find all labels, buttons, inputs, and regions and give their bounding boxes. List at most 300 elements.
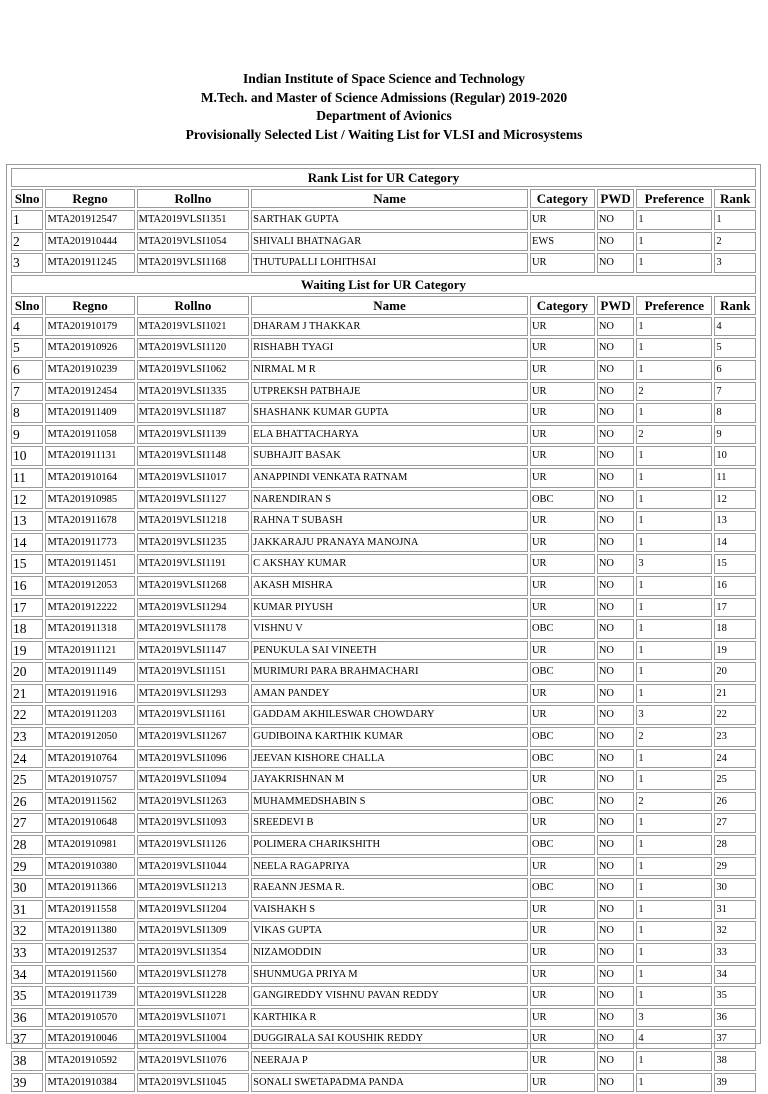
cell-category: UR	[530, 382, 595, 402]
cell-category: UR	[530, 770, 595, 790]
cell-slno: 4	[11, 317, 43, 337]
cell-regno: MTA201910764	[45, 749, 134, 769]
cell-rank: 26	[714, 792, 756, 812]
cell-rollno: MTA2019VLSI1094	[137, 770, 250, 790]
cell-rank: 25	[714, 770, 756, 790]
cell-preference: 1	[636, 943, 712, 963]
table-row	[11, 317, 756, 337]
cell-pwd: NO	[597, 1073, 635, 1093]
cell-rank: 27	[714, 813, 756, 833]
cell-preference: 3	[636, 705, 712, 725]
cell-rollno: MTA2019VLSI1263	[137, 792, 250, 812]
cell-preference: 1	[636, 986, 712, 1006]
cell-rollno: MTA2019VLSI1335	[137, 382, 250, 402]
cell-preference: 1	[636, 662, 712, 682]
cell-category: UR	[530, 317, 595, 337]
cell-pwd: NO	[597, 684, 635, 704]
cell-rank: 35	[714, 986, 756, 1006]
cell-preference: 1	[636, 232, 712, 252]
cell-rollno: MTA2019VLSI1021	[137, 317, 250, 337]
cell-preference: 1	[636, 468, 712, 488]
cell-category: UR	[530, 813, 595, 833]
column-header-slno: Slno	[11, 296, 43, 315]
table-row	[11, 878, 756, 898]
cell-name: MURIMURI PARA BRAHMACHARI	[251, 662, 528, 682]
cell-category: UR	[530, 360, 595, 380]
cell-name: SUBHAJIT BASAK	[251, 446, 528, 466]
table-row	[11, 684, 756, 704]
cell-pwd: NO	[597, 317, 635, 337]
cell-slno: 28	[11, 835, 43, 855]
table-row	[11, 1008, 756, 1028]
table-body	[11, 168, 756, 1092]
cell-regno: MTA201910444	[45, 232, 134, 252]
cell-slno: 35	[11, 986, 43, 1006]
cell-rank: 6	[714, 360, 756, 380]
cell-regno: MTA201911380	[45, 921, 134, 941]
cell-name: PENUKULA SAI VINEETH	[251, 641, 528, 661]
cell-rollno: MTA2019VLSI1045	[137, 1073, 250, 1093]
table-row	[11, 965, 756, 985]
cell-pwd: NO	[597, 425, 635, 445]
table-row	[11, 921, 756, 941]
cell-name: SONALI SWETAPADMA PANDA	[251, 1073, 528, 1093]
cell-preference: 1	[636, 749, 712, 769]
cell-regno: MTA201910164	[45, 468, 134, 488]
section-title-row	[11, 168, 756, 187]
table-row	[11, 749, 756, 769]
cell-name: AMAN PANDEY	[251, 684, 528, 704]
cell-slno: 14	[11, 533, 43, 553]
cell-rank: 32	[714, 921, 756, 941]
cell-regno: MTA201910179	[45, 317, 134, 337]
cell-regno: MTA201911678	[45, 511, 134, 531]
cell-preference: 1	[636, 813, 712, 833]
cell-name: SHASHANK KUMAR GUPTA	[251, 403, 528, 423]
cell-regno: MTA201911560	[45, 965, 134, 985]
table-row	[11, 770, 756, 790]
table-row	[11, 857, 756, 877]
cell-slno: 17	[11, 598, 43, 618]
cell-category: UR	[530, 598, 595, 618]
table-row	[11, 727, 756, 747]
table-row	[11, 446, 756, 466]
cell-pwd: NO	[597, 878, 635, 898]
table-row	[11, 835, 756, 855]
table-row	[11, 253, 756, 273]
cell-name: THUTUPALLI LOHITHSAI	[251, 253, 528, 273]
cell-category: UR	[530, 338, 595, 358]
cell-rank: 34	[714, 965, 756, 985]
cell-category: UR	[530, 533, 595, 553]
cell-category: UR	[530, 684, 595, 704]
cell-regno: MTA201912537	[45, 943, 134, 963]
cell-slno: 31	[11, 900, 43, 920]
cell-rollno: MTA2019VLSI1204	[137, 900, 250, 920]
cell-regno: MTA201910926	[45, 338, 134, 358]
cell-name: GADDAM AKHILESWAR CHOWDARY	[251, 705, 528, 725]
cell-category: OBC	[530, 619, 595, 639]
cell-pwd: NO	[597, 338, 635, 358]
cell-rank: 9	[714, 425, 756, 445]
cell-pwd: NO	[597, 986, 635, 1006]
cell-regno: MTA201912222	[45, 598, 134, 618]
cell-name: RAEANN JESMA R.	[251, 878, 528, 898]
cell-category: UR	[530, 511, 595, 531]
cell-name: JAYAKRISHNAN M	[251, 770, 528, 790]
cell-name: UTPREKSH PATBHAJE	[251, 382, 528, 402]
cell-rank: 37	[714, 1029, 756, 1049]
cell-regno: MTA201911318	[45, 619, 134, 639]
cell-category: UR	[530, 425, 595, 445]
cell-rollno: MTA2019VLSI1213	[137, 878, 250, 898]
cell-name: DHARAM J THAKKAR	[251, 317, 528, 337]
cell-preference: 1	[636, 684, 712, 704]
cell-rank: 36	[714, 1008, 756, 1028]
cell-name: NARENDIRAN S	[251, 490, 528, 510]
cell-slno: 10	[11, 446, 43, 466]
cell-slno: 21	[11, 684, 43, 704]
cell-pwd: NO	[597, 641, 635, 661]
cell-pwd: NO	[597, 813, 635, 833]
cell-preference: 3	[636, 1008, 712, 1028]
cell-name: SREEDEVI B	[251, 813, 528, 833]
cell-rank: 21	[714, 684, 756, 704]
cell-regno: MTA201911739	[45, 986, 134, 1006]
cell-slno: 1	[11, 210, 43, 230]
cell-pwd: NO	[597, 511, 635, 531]
cell-preference: 1	[636, 533, 712, 553]
cell-pwd: NO	[597, 749, 635, 769]
cell-category: UR	[530, 1073, 595, 1093]
table-row	[11, 360, 756, 380]
cell-pwd: NO	[597, 943, 635, 963]
cell-rollno: MTA2019VLSI1004	[137, 1029, 250, 1049]
cell-name: C AKSHAY KUMAR	[251, 554, 528, 574]
cell-regno: MTA201911131	[45, 446, 134, 466]
cell-preference: 1	[636, 576, 712, 596]
cell-category: UR	[530, 705, 595, 725]
table-row	[11, 382, 756, 402]
cell-slno: 23	[11, 727, 43, 747]
cell-category: OBC	[530, 662, 595, 682]
cell-rollno: MTA2019VLSI1127	[137, 490, 250, 510]
column-header-preference: Preference	[636, 296, 712, 315]
cell-slno: 34	[11, 965, 43, 985]
column-header-name: Name	[251, 296, 528, 315]
cell-name: ANAPPINDI VENKATA RATNAM	[251, 468, 528, 488]
cell-regno: MTA201911451	[45, 554, 134, 574]
cell-slno: 30	[11, 878, 43, 898]
cell-preference: 1	[636, 338, 712, 358]
cell-regno: MTA201911121	[45, 641, 134, 661]
cell-rollno: MTA2019VLSI1071	[137, 1008, 250, 1028]
cell-slno: 26	[11, 792, 43, 812]
cell-rank: 10	[714, 446, 756, 466]
cell-rank: 22	[714, 705, 756, 725]
table-row	[11, 662, 756, 682]
cell-preference: 1	[636, 619, 712, 639]
cell-slno: 37	[11, 1029, 43, 1049]
cell-regno: MTA201912547	[45, 210, 134, 230]
cell-category: OBC	[530, 749, 595, 769]
cell-category: UR	[530, 986, 595, 1006]
cell-regno: MTA201911203	[45, 705, 134, 725]
cell-category: UR	[530, 641, 595, 661]
cell-rank: 7	[714, 382, 756, 402]
cell-pwd: NO	[597, 900, 635, 920]
section-title: Rank List for UR Category	[11, 168, 756, 187]
cell-slno: 39	[11, 1073, 43, 1093]
cell-rank: 24	[714, 749, 756, 769]
cell-rollno: MTA2019VLSI1187	[137, 403, 250, 423]
cell-name: POLIMERA CHARIKSHITH	[251, 835, 528, 855]
cell-category: UR	[530, 468, 595, 488]
cell-slno: 33	[11, 943, 43, 963]
cell-regno: MTA201911409	[45, 403, 134, 423]
cell-preference: 1	[636, 857, 712, 877]
cell-rollno: MTA2019VLSI1054	[137, 232, 250, 252]
cell-slno: 32	[11, 921, 43, 941]
cell-category: OBC	[530, 727, 595, 747]
cell-pwd: NO	[597, 490, 635, 510]
cell-rank: 38	[714, 1051, 756, 1071]
table-row	[11, 210, 756, 230]
cell-slno: 18	[11, 619, 43, 639]
cell-rollno: MTA2019VLSI1017	[137, 468, 250, 488]
cell-rollno: MTA2019VLSI1139	[137, 425, 250, 445]
cell-slno: 3	[11, 253, 43, 273]
cell-regno: MTA201911916	[45, 684, 134, 704]
cell-category: UR	[530, 554, 595, 574]
cell-rank: 30	[714, 878, 756, 898]
cell-rank: 23	[714, 727, 756, 747]
cell-regno: MTA201912050	[45, 727, 134, 747]
cell-rollno: MTA2019VLSI1093	[137, 813, 250, 833]
cell-preference: 1	[636, 1073, 712, 1093]
table-row	[11, 468, 756, 488]
cell-rollno: MTA2019VLSI1228	[137, 986, 250, 1006]
cell-slno: 2	[11, 232, 43, 252]
cell-rank: 39	[714, 1073, 756, 1093]
cell-rollno: MTA2019VLSI1235	[137, 533, 250, 553]
cell-regno: MTA201911773	[45, 533, 134, 553]
cell-regno: MTA201910239	[45, 360, 134, 380]
cell-category: UR	[530, 1029, 595, 1049]
table-row	[11, 900, 756, 920]
cell-category: UR	[530, 1008, 595, 1028]
column-header-category: Category	[530, 296, 595, 315]
cell-regno: MTA201910757	[45, 770, 134, 790]
cell-preference: 1	[636, 511, 712, 531]
cell-rank: 1	[714, 210, 756, 230]
cell-pwd: NO	[597, 360, 635, 380]
cell-rank: 2	[714, 232, 756, 252]
cell-preference: 1	[636, 360, 712, 380]
list-title: Provisionally Selected List / Waiting List for VLSI and Microsystems	[185, 126, 583, 142]
cell-category: UR	[530, 576, 595, 596]
cell-rollno: MTA2019VLSI1191	[137, 554, 250, 574]
table-row	[11, 641, 756, 661]
cell-regno: MTA201911245	[45, 253, 134, 273]
cell-name: SHIVALI BHATNAGAR	[251, 232, 528, 252]
cell-preference: 2	[636, 727, 712, 747]
cell-slno: 15	[11, 554, 43, 574]
cell-rollno: MTA2019VLSI1267	[137, 727, 250, 747]
table-row	[11, 598, 756, 618]
cell-name: VISHNU V	[251, 619, 528, 639]
cell-rank: 33	[714, 943, 756, 963]
cell-rank: 8	[714, 403, 756, 423]
cell-preference: 4	[636, 1029, 712, 1049]
admission-title: M.Tech. and Master of Science Admissions (Regular) 2019-2020	[200, 89, 568, 105]
cell-pwd: NO	[597, 965, 635, 985]
cell-rank: 19	[714, 641, 756, 661]
table-row	[11, 533, 756, 553]
department-name: Department of Avionics	[316, 108, 452, 123]
cell-name: SARTHAK GUPTA	[251, 210, 528, 230]
cell-pwd: NO	[597, 533, 635, 553]
cell-regno: MTA201910570	[45, 1008, 134, 1028]
cell-regno: MTA201910981	[45, 835, 134, 855]
table-row	[11, 1051, 756, 1071]
cell-category: UR	[530, 965, 595, 985]
cell-slno: 13	[11, 511, 43, 531]
cell-rollno: MTA2019VLSI1148	[137, 446, 250, 466]
cell-regno: MTA201911558	[45, 900, 134, 920]
cell-rank: 18	[714, 619, 756, 639]
cell-name: SHUNMUGA PRIYA M	[251, 965, 528, 985]
cell-regno: MTA201911562	[45, 792, 134, 812]
cell-pwd: NO	[597, 1008, 635, 1028]
cell-name: MUHAMMEDSHABIN S	[251, 792, 528, 812]
cell-slno: 36	[11, 1008, 43, 1028]
cell-regno: MTA201911149	[45, 662, 134, 682]
cell-slno: 7	[11, 382, 43, 402]
cell-pwd: NO	[597, 770, 635, 790]
cell-rollno: MTA2019VLSI1062	[137, 360, 250, 380]
cell-slno: 20	[11, 662, 43, 682]
cell-category: UR	[530, 403, 595, 423]
column-header-rollno: Rollno	[137, 296, 250, 315]
cell-preference: 1	[636, 641, 712, 661]
column-header-preference: Preference	[636, 189, 712, 208]
cell-pwd: NO	[597, 792, 635, 812]
cell-name: RAHNA T SUBASH	[251, 511, 528, 531]
section-title: Waiting List for UR Category	[11, 275, 756, 294]
cell-name: NEERAJA P	[251, 1051, 528, 1071]
cell-rollno: MTA2019VLSI1354	[137, 943, 250, 963]
cell-rollno: MTA2019VLSI1351	[137, 210, 250, 230]
institute-name: Indian Institute of Space Science and Technology	[242, 71, 526, 86]
document-header	[0, 70, 768, 144]
cell-rollno: MTA2019VLSI1147	[137, 641, 250, 661]
cell-regno: MTA201910384	[45, 1073, 134, 1093]
cell-rollno: MTA2019VLSI1168	[137, 253, 250, 273]
cell-slno: 9	[11, 425, 43, 445]
cell-category: UR	[530, 857, 595, 877]
cell-preference: 1	[636, 900, 712, 920]
cell-rank: 12	[714, 490, 756, 510]
cell-rollno: MTA2019VLSI1278	[137, 965, 250, 985]
cell-rank: 5	[714, 338, 756, 358]
cell-rollno: MTA2019VLSI1293	[137, 684, 250, 704]
cell-slno: 12	[11, 490, 43, 510]
column-header-rank: Rank	[714, 189, 756, 208]
rank-list-table	[9, 166, 758, 1094]
cell-category: UR	[530, 1051, 595, 1071]
cell-pwd: NO	[597, 662, 635, 682]
cell-pwd: NO	[597, 232, 635, 252]
cell-name: VIKAS GUPTA	[251, 921, 528, 941]
cell-regno: MTA201912053	[45, 576, 134, 596]
table-row	[11, 576, 756, 596]
cell-name: AKASH MISHRA	[251, 576, 528, 596]
cell-pwd: NO	[597, 619, 635, 639]
cell-category: OBC	[530, 878, 595, 898]
cell-name: GANGIREDDY VISHNU PAVAN REDDY	[251, 986, 528, 1006]
cell-rollno: MTA2019VLSI1178	[137, 619, 250, 639]
cell-pwd: NO	[597, 382, 635, 402]
column-header-rollno: Rollno	[137, 189, 250, 208]
cell-rank: 29	[714, 857, 756, 877]
cell-slno: 25	[11, 770, 43, 790]
cell-preference: 3	[636, 554, 712, 574]
cell-name: RISHABH TYAGI	[251, 338, 528, 358]
cell-name: GUDIBOINA KARTHIK KUMAR	[251, 727, 528, 747]
cell-rank: 28	[714, 835, 756, 855]
cell-rollno: MTA2019VLSI1309	[137, 921, 250, 941]
cell-slno: 27	[11, 813, 43, 833]
table-row	[11, 943, 756, 963]
cell-rank: 13	[714, 511, 756, 531]
column-header-regno: Regno	[45, 189, 134, 208]
cell-category: UR	[530, 921, 595, 941]
column-header-name: Name	[251, 189, 528, 208]
cell-preference: 1	[636, 921, 712, 941]
cell-pwd: NO	[597, 554, 635, 574]
cell-slno: 8	[11, 403, 43, 423]
cell-pwd: NO	[597, 1051, 635, 1071]
cell-preference: 1	[636, 210, 712, 230]
cell-preference: 1	[636, 446, 712, 466]
cell-preference: 1	[636, 490, 712, 510]
cell-preference: 1	[636, 965, 712, 985]
cell-category: OBC	[530, 490, 595, 510]
cell-category: OBC	[530, 792, 595, 812]
cell-pwd: NO	[597, 403, 635, 423]
cell-pwd: NO	[597, 598, 635, 618]
cell-preference: 1	[636, 253, 712, 273]
cell-category: EWS	[530, 232, 595, 252]
cell-rollno: MTA2019VLSI1044	[137, 857, 250, 877]
column-header-row	[11, 189, 756, 208]
cell-pwd: NO	[597, 921, 635, 941]
cell-preference: 2	[636, 425, 712, 445]
column-header-pwd: PWD	[597, 296, 635, 315]
cell-rollno: MTA2019VLSI1268	[137, 576, 250, 596]
cell-category: UR	[530, 253, 595, 273]
cell-pwd: NO	[597, 468, 635, 488]
cell-slno: 6	[11, 360, 43, 380]
cell-rollno: MTA2019VLSI1151	[137, 662, 250, 682]
cell-name: NIRMAL M R	[251, 360, 528, 380]
cell-name: ELA BHATTACHARYA	[251, 425, 528, 445]
table-row	[11, 511, 756, 531]
cell-name: JAKKARAJU PRANAYA MANOJNA	[251, 533, 528, 553]
column-header-pwd: PWD	[597, 189, 635, 208]
cell-preference: 2	[636, 382, 712, 402]
